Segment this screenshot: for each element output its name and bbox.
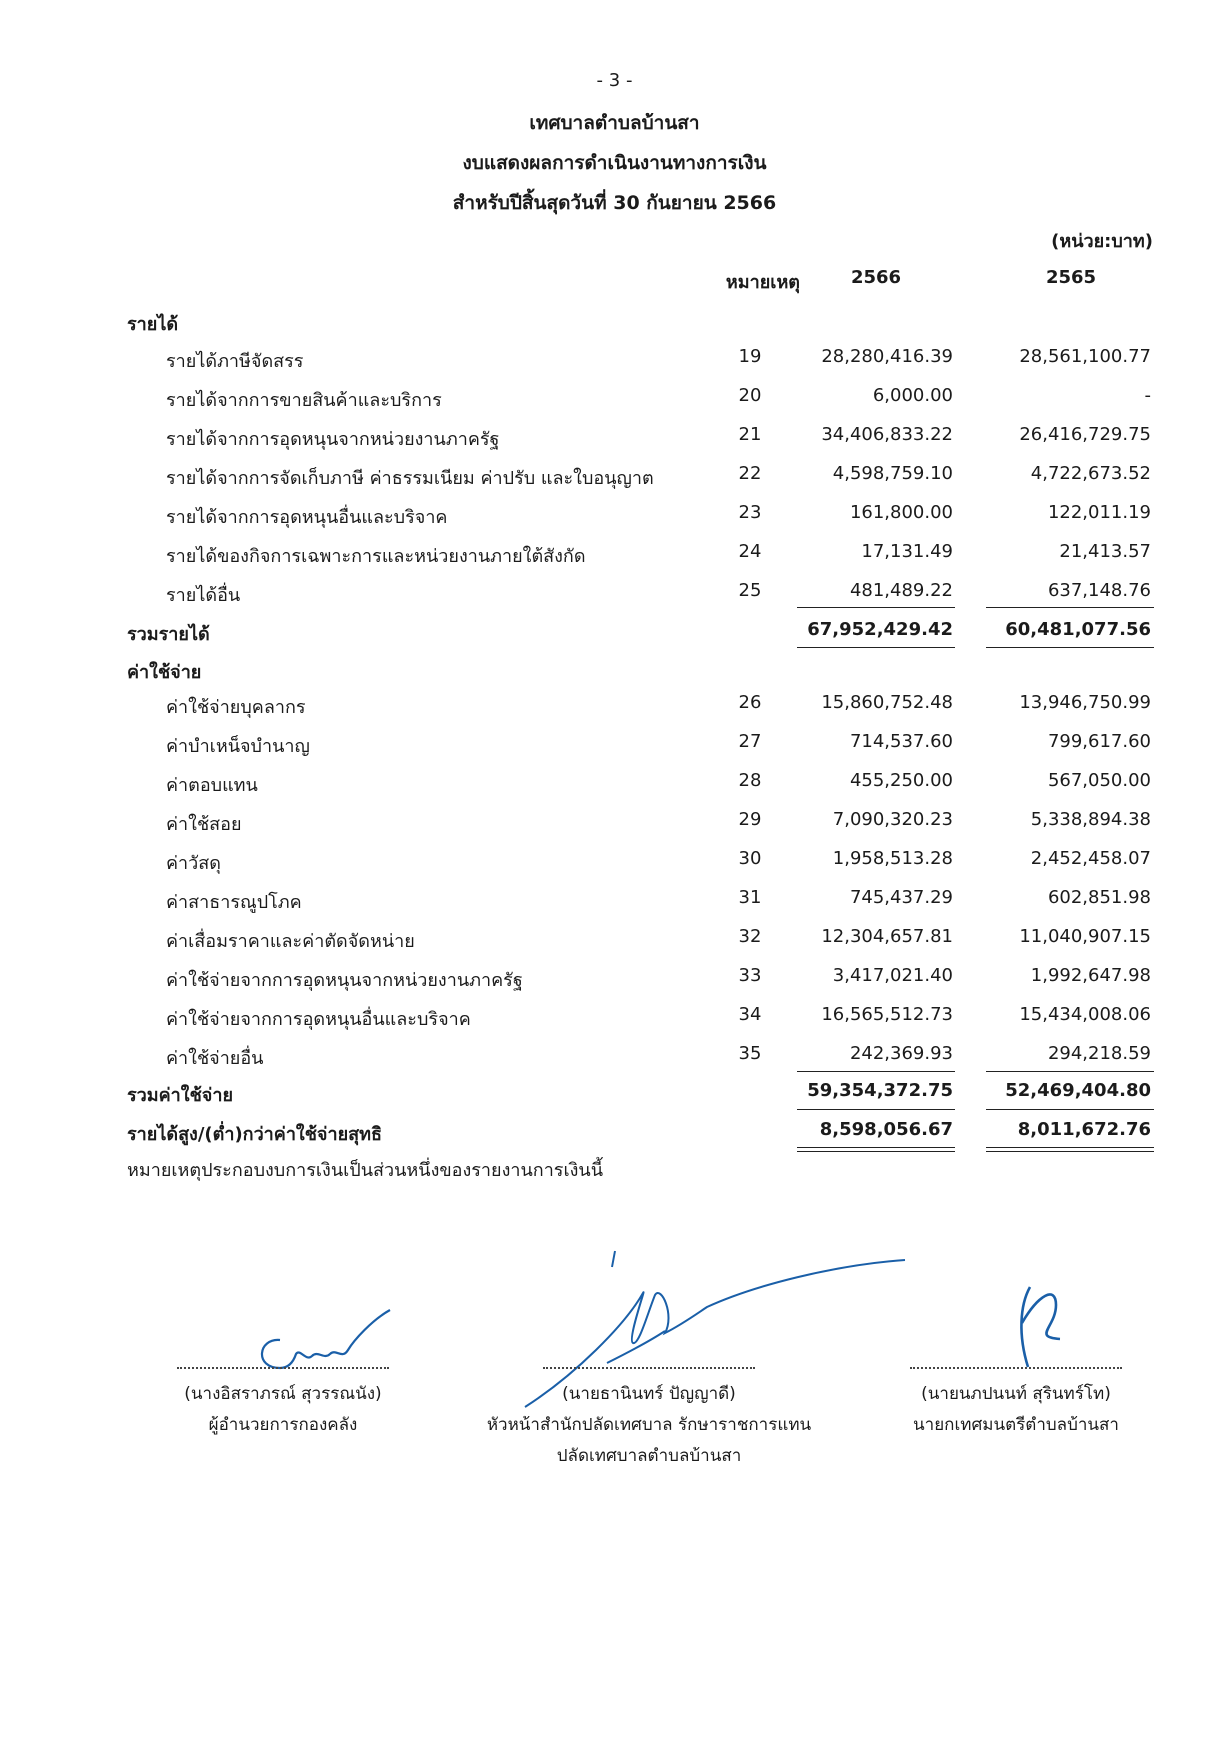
total-rule [986, 647, 1154, 648]
row-label: รายได้ภาษีจัดสรร [166, 351, 304, 372]
row-value-2565: 637,148.76 [1047, 580, 1151, 601]
row-label: ค่าใช้สอย [166, 814, 242, 835]
table-row [0, 496, 1229, 532]
signature-line [910, 1367, 1122, 1369]
row-label: ค่าใช้จ่ายจากการอุดหนุนจากหน่วยงานภาครัฐ [166, 970, 523, 991]
row-value-2566: 12,304,657.81 [821, 926, 953, 947]
double-rule [986, 1147, 1154, 1148]
row-note: 22 [738, 463, 762, 484]
signatory-position: ผู้อำนวยการกองคลัง [208, 1415, 358, 1435]
total-label: รวมรายได้ [127, 624, 210, 645]
row-label: ค่าใช้จ่ายจากการอุดหนุนอื่นและบริจาค [166, 1009, 471, 1030]
revenue-heading-row [0, 303, 1229, 339]
table-row [0, 998, 1229, 1034]
row-value-2565: 1,992,647.98 [1030, 965, 1151, 986]
double-rule [797, 1151, 955, 1152]
row-label: รายได้จากการจัดเก็บภาษี ค่าธรรมเนียม ค่าปรับ และใบอนุญาต [166, 468, 654, 489]
double-rule [986, 1151, 1154, 1152]
signatory-finance-director [150, 1379, 416, 1441]
total-value-2566: 67,952,429.42 [807, 619, 953, 640]
signatory-name: (นายนภปนนท์ สุรินทร์โท) [921, 1384, 1111, 1404]
row-note: 29 [738, 809, 762, 830]
row-note: 25 [738, 580, 762, 601]
row-label: รายได้ของกิจการเฉพาะการและหน่วยงานภายใต้สังกัด [166, 546, 586, 567]
row-note: 19 [738, 346, 762, 367]
row-value-2565: 567,050.00 [1047, 770, 1151, 791]
row-note: 21 [738, 424, 762, 445]
column-header-note: หมายเหตุ [725, 272, 800, 293]
signatory-position: นายกเทศมนตรีตำบลบ้านสา [913, 1415, 1119, 1435]
statement-period: สำหรับปีสิ้นสุดวันที่ 30 กันยายน 2566 [452, 192, 777, 214]
table-row [0, 379, 1229, 415]
row-label: ค่าใช้จ่ายบุคลากร [166, 697, 306, 718]
total-rule [797, 647, 955, 648]
row-note: 24 [738, 541, 762, 562]
table-row [0, 959, 1229, 995]
row-value-2566: 1,958,513.28 [832, 848, 953, 869]
table-row [0, 1037, 1229, 1073]
total-value-2565: 52,469,404.80 [1005, 1080, 1151, 1101]
expenses-heading: ค่าใช้จ่าย [127, 662, 202, 683]
row-note: 35 [738, 1043, 762, 1064]
net-result-row [0, 1113, 1229, 1149]
statement-title: งบแสดงผลการดำเนินงานทางการเงิน [462, 152, 767, 174]
signature-mayor [1000, 1275, 1080, 1375]
row-label: ค่าสาธารณูปโภค [166, 892, 302, 913]
signatory-deputy-clerk [449, 1379, 849, 1472]
organization-name: เทศบาลตำบลบ้านสา [529, 112, 700, 134]
table-row [0, 574, 1229, 610]
table-row [0, 881, 1229, 917]
table-row [0, 457, 1229, 493]
row-note: 34 [738, 1004, 762, 1025]
signatory-name: (นายธานินทร์ ปัญญาดี) [562, 1384, 736, 1404]
subtotal-rule [797, 607, 955, 608]
signature-line [177, 1367, 389, 1369]
row-value-2565: 5,338,894.38 [1030, 809, 1151, 830]
row-label: ค่าตอบแทน [166, 775, 258, 796]
row-value-2566: 714,537.60 [849, 731, 953, 752]
column-header-2565: 2565 [1045, 267, 1097, 288]
row-value-2566: 34,406,833.22 [821, 424, 953, 445]
table-row [0, 842, 1229, 878]
table-row [0, 764, 1229, 800]
table-row [0, 535, 1229, 571]
expenses-total-row [0, 1074, 1229, 1110]
expenses-heading-row [0, 651, 1229, 687]
row-note: 30 [738, 848, 762, 869]
signatory-name: (นางอิสราภรณ์ สุวรรณนัง) [184, 1384, 382, 1404]
revenue-heading: รายได้ [127, 314, 179, 335]
total-rule [986, 1109, 1154, 1110]
table-row [0, 686, 1229, 722]
row-note: 27 [738, 731, 762, 752]
row-note: 23 [738, 502, 762, 523]
signature-line [543, 1367, 755, 1369]
row-value-2565: 122,011.19 [1047, 502, 1151, 523]
total-value-2566: 59,354,372.75 [807, 1080, 953, 1101]
row-value-2566: 6,000.00 [872, 385, 953, 406]
row-value-2565: 11,040,907.15 [1019, 926, 1151, 947]
row-note: 32 [738, 926, 762, 947]
footnote: หมายเหตุประกอบงบการเงินเป็นส่วนหนึ่งของรายงานการเงินนี้ [127, 1160, 604, 1181]
net-label: รายได้สูง/(ต่ำ)กว่าค่าใช้จ่ายสุทธิ [127, 1124, 382, 1145]
subtotal-rule [986, 607, 1154, 608]
table-row [0, 725, 1229, 761]
row-value-2566: 3,417,021.40 [832, 965, 953, 986]
row-value-2565: 26,416,729.75 [1019, 424, 1151, 445]
subtotal-rule [797, 1071, 955, 1072]
column-header-2566: 2566 [850, 267, 902, 288]
row-value-2565: 13,946,750.99 [1019, 692, 1151, 713]
row-value-2566: 455,250.00 [849, 770, 953, 791]
row-label: รายได้จากการขายสินค้าและบริการ [166, 390, 442, 411]
row-value-2566: 161,800.00 [849, 502, 953, 523]
row-value-2565: 4,722,673.52 [1030, 463, 1151, 484]
unit-label: (หน่วย:บาท) [1051, 231, 1153, 252]
row-value-2566: 28,280,416.39 [821, 346, 953, 367]
row-value-2566: 242,369.93 [849, 1043, 953, 1064]
row-label: รายได้จากการอุดหนุนอื่นและบริจาค [166, 507, 448, 528]
table-row [0, 920, 1229, 956]
row-value-2565: - [1144, 385, 1151, 406]
table-row [0, 340, 1229, 376]
signatory-mayor [880, 1379, 1152, 1441]
row-value-2565: 602,851.98 [1047, 887, 1151, 908]
double-rule [797, 1147, 955, 1148]
row-value-2565: 294,218.59 [1047, 1043, 1151, 1064]
row-value-2566: 17,131.49 [861, 541, 953, 562]
total-value-2565: 60,481,077.56 [1005, 619, 1151, 640]
row-label: ค่าเสื่อมราคาและค่าตัดจัดหน่าย [166, 931, 415, 952]
total-label: รวมค่าใช้จ่าย [127, 1085, 233, 1106]
signatory-position: หัวหน้าสำนักปลัดเทศบาล รักษาราชการแทน [486, 1415, 812, 1435]
row-label: รายได้อื่น [166, 585, 241, 606]
page-number: - 3 - [596, 70, 633, 91]
table-row [0, 803, 1229, 839]
net-value-2565: 8,011,672.76 [1017, 1119, 1151, 1140]
row-value-2566: 4,598,759.10 [832, 463, 953, 484]
row-value-2566: 16,565,512.73 [821, 1004, 953, 1025]
total-rule [797, 1109, 955, 1110]
row-value-2565: 2,452,458.07 [1030, 848, 1151, 869]
row-label: ค่าใช้จ่ายอื่น [166, 1048, 264, 1069]
table-row [0, 418, 1229, 454]
signatory-position: ปลัดเทศบาลตำบลบ้านสา [556, 1446, 742, 1466]
subtotal-rule [986, 1071, 1154, 1072]
row-value-2565: 15,434,008.06 [1019, 1004, 1151, 1025]
row-value-2566: 745,437.29 [849, 887, 953, 908]
row-note: 33 [738, 965, 762, 986]
row-label: ค่าบำเหน็จบำนาญ [166, 736, 310, 757]
row-value-2566: 15,860,752.48 [821, 692, 953, 713]
row-value-2566: 7,090,320.23 [832, 809, 953, 830]
row-note: 20 [738, 385, 762, 406]
net-value-2566: 8,598,056.67 [819, 1119, 953, 1140]
row-label: รายได้จากการอุดหนุนจากหน่วยงานภาครัฐ [166, 429, 500, 450]
row-note: 26 [738, 692, 762, 713]
row-value-2565: 28,561,100.77 [1019, 346, 1151, 367]
row-label: ค่าวัสดุ [166, 853, 221, 874]
row-value-2565: 799,617.60 [1047, 731, 1151, 752]
row-note: 31 [738, 887, 762, 908]
row-note: 28 [738, 770, 762, 791]
row-value-2565: 21,413.57 [1059, 541, 1151, 562]
row-value-2566: 481,489.22 [849, 580, 953, 601]
revenue-total-row [0, 613, 1229, 649]
